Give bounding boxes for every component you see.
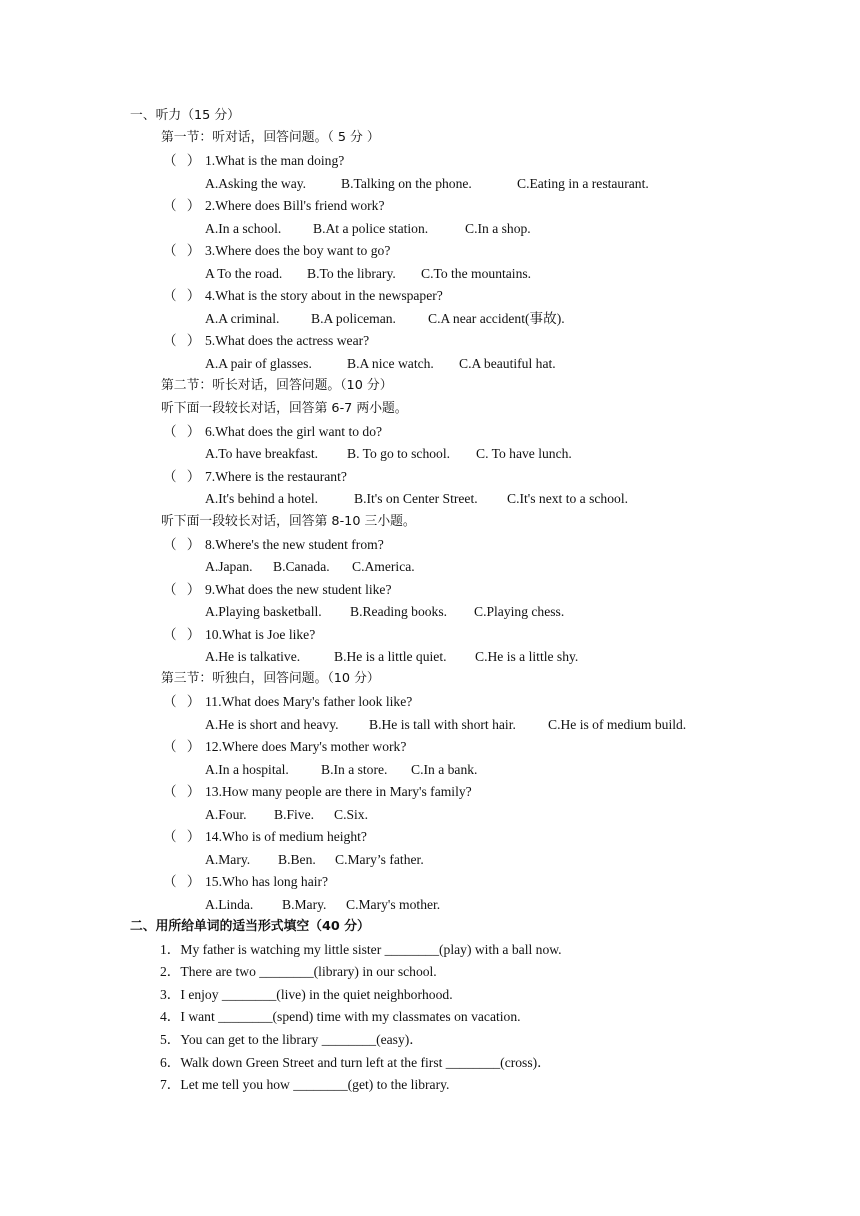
option-b: B.Mary.: [282, 897, 327, 912]
option-b: B.Canada.: [273, 559, 330, 574]
question-text: 10.What is Joe like?: [205, 627, 316, 642]
fill-in-item-5: 5．You can get to the library ________(easy)．: [160, 1032, 423, 1047]
option-b: B.He is tall with short hair.: [369, 717, 516, 732]
option-b: B.It's on Center Street.: [354, 491, 478, 506]
fill-in-item-7: 7．Let me tell you how ________(get) to the library.: [160, 1077, 450, 1092]
section-2-title: 二、用所给单词的适当形式填空（40 分）: [130, 919, 370, 934]
section-1-title: 一、听力（15 分）: [130, 108, 240, 123]
option-c: C.He is of medium build.: [548, 717, 687, 732]
option-b: B.Talking on the phone.: [341, 176, 472, 191]
option-c: C.Mary’s father.: [335, 852, 424, 867]
answer-blank: （ ）: [163, 469, 201, 484]
option-a: A.A criminal.: [205, 311, 280, 326]
part-2-instruction-a: 听下面一段较长对话，回答第 6-7 两小题。: [161, 401, 408, 416]
option-b: B.At a police station.: [313, 221, 429, 236]
fill-in-item-3: 3．I enjoy ________(live) in the quiet neighborhood.: [160, 987, 453, 1002]
question-text: 9.What does the new student like?: [205, 582, 392, 597]
option-c: C.In a shop.: [465, 221, 531, 236]
fill-in-item-6: 6．Walk down Green Street and turn left at the first ________(cross)．: [160, 1055, 551, 1070]
option-c: C.He is a little shy.: [475, 649, 579, 664]
option-b: B.To the library.: [307, 266, 396, 281]
option-c: C. To have lunch.: [476, 446, 572, 461]
option-c: C.Six.: [334, 807, 368, 822]
option-b: B.Reading books.: [350, 604, 448, 619]
question-text: 6.What does the girl want to do?: [205, 424, 383, 439]
option-c: C.America.: [352, 559, 415, 574]
question-text: 5.What does the actress wear?: [205, 333, 370, 348]
answer-blank: （ ）: [163, 694, 201, 709]
option-c: C.In a bank.: [411, 762, 478, 777]
part-1-title: 第一节：听对话，回答问题。（ 5 分 ）: [161, 130, 380, 145]
answer-blank: （ ）: [163, 424, 201, 439]
part-3-title: 第三节：听独白，回答问题。（10 分）: [161, 671, 380, 686]
option-a: A.It's behind a hotel.: [205, 491, 319, 506]
option-a: A.To have breakfast.: [205, 446, 319, 461]
question-text: 4.What is the story about in the newspaper?: [205, 288, 443, 303]
answer-blank: （ ）: [163, 582, 201, 597]
answer-blank: （ ）: [163, 288, 201, 303]
answer-blank: （ ）: [163, 627, 201, 642]
answer-blank: （ ）: [163, 874, 201, 889]
answer-blank: （ ）: [163, 153, 201, 168]
answer-blank: （ ）: [163, 198, 201, 213]
option-a: A.In a hospital.: [205, 762, 289, 777]
question-text: 7.Where is the restaurant?: [205, 469, 347, 484]
answer-blank: （ ）: [163, 537, 201, 552]
answer-blank: （ ）: [163, 243, 201, 258]
answer-blank: （ ）: [163, 829, 201, 844]
option-a: A.Mary.: [205, 852, 251, 867]
option-c: C.Mary's mother.: [346, 897, 441, 912]
question-text: 15.Who has long hair?: [205, 874, 329, 889]
part-2-title: 第二节：听长对话，回答问题。（10 分）: [161, 378, 393, 393]
option-b: B.A policeman.: [311, 311, 396, 326]
option-b: B.In a store.: [321, 762, 388, 777]
answer-blank: （ ）: [163, 784, 201, 799]
option-a: A.Four.: [205, 807, 247, 822]
question-text: 8.Where's the new student from?: [205, 537, 384, 552]
option-b: B.Ben.: [278, 852, 316, 867]
answer-blank: （ ）: [163, 739, 201, 754]
option-a: A.Asking the way.: [205, 176, 307, 191]
option-b: B.He is a little quiet.: [334, 649, 447, 664]
option-c: C.A beautiful hat.: [459, 356, 556, 371]
fill-in-item-1: 1．My father is watching my little sister ________(play) with a ball now.: [160, 942, 562, 957]
option-a: A.He is short and heavy.: [205, 717, 339, 732]
option-b: B. To go to school.: [347, 446, 451, 461]
question-text: 1.What is the man doing?: [205, 153, 345, 168]
option-c: C.Playing chess.: [474, 604, 565, 619]
question-text: 3.Where does the boy want to go?: [205, 243, 391, 258]
option-c: C.To the mountains.: [421, 266, 532, 281]
option-a: A To the road.: [205, 266, 283, 281]
answer-blank: （ ）: [163, 333, 201, 348]
question-text: 2.Where does Bill's friend work?: [205, 198, 385, 213]
question-text: 12.Where does Mary's mother work?: [205, 739, 407, 754]
option-a: A.In a school.: [205, 221, 282, 236]
question-text: 13.How many people are there in Mary's family?: [205, 784, 472, 799]
option-a: A.Linda.: [205, 897, 254, 912]
option-a: A.Japan.: [205, 559, 253, 574]
part-2-instruction-b: 听下面一段较长对话，回答第 8-10 三小题。: [161, 514, 416, 529]
fill-in-item-2: 2．There are two ________(library) in our school.: [160, 964, 437, 979]
option-b: B.A nice watch.: [347, 356, 434, 371]
option-c: C.A near accident(事故).: [428, 311, 565, 326]
option-a: A.He is talkative.: [205, 649, 301, 664]
option-c: C.It's next to a school.: [507, 491, 629, 506]
option-a: A.A pair of glasses.: [205, 356, 312, 371]
question-text: 14.Who is of medium height?: [205, 829, 367, 844]
fill-in-item-4: 4．I want ________(spend) time with my classmates on vacation.: [160, 1009, 521, 1024]
option-b: B.Five.: [274, 807, 315, 822]
option-a: A.Playing basketball.: [205, 604, 322, 619]
option-c: C.Eating in a restaurant.: [517, 176, 649, 191]
question-text: 11.What does Mary's father look like?: [205, 694, 413, 709]
